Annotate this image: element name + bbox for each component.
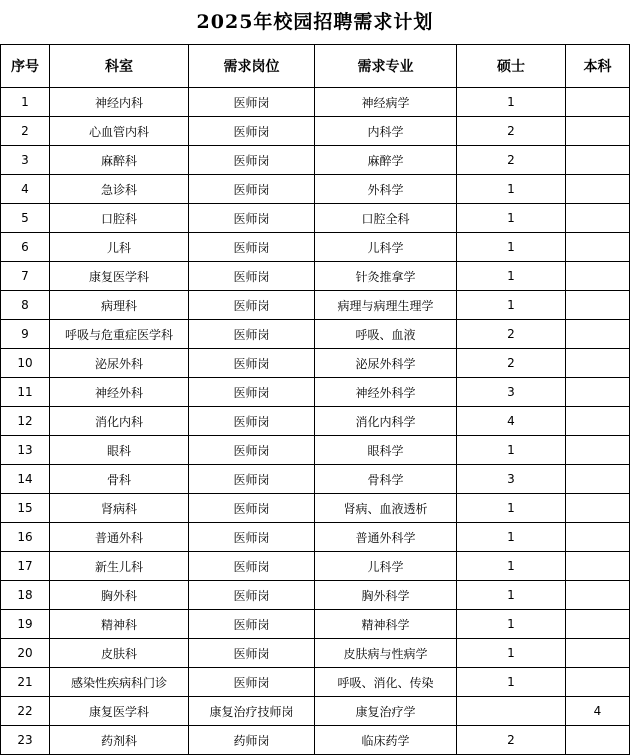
- cell-seq: 9: [1, 320, 50, 349]
- table-row: [1, 465, 630, 494]
- cell-master: 1: [457, 552, 566, 581]
- cell-department: 麻醉科: [50, 146, 189, 175]
- table-row: [1, 668, 630, 697]
- cell-seq: 7: [1, 262, 50, 291]
- cell-position: 医师岗: [189, 291, 315, 320]
- cell-bachelor: [566, 610, 630, 639]
- table-row: [1, 552, 630, 581]
- cell-seq: 16: [1, 523, 50, 552]
- cell-bachelor: [566, 668, 630, 697]
- cell-position: 医师岗: [189, 88, 315, 117]
- cell-bachelor: [566, 378, 630, 407]
- cell-major: 精神科学: [315, 610, 457, 639]
- header-position: 需求岗位: [189, 45, 315, 88]
- cell-seq: 1: [1, 88, 50, 117]
- cell-seq: 13: [1, 436, 50, 465]
- cell-position: 医师岗: [189, 117, 315, 146]
- cell-bachelor: [566, 436, 630, 465]
- table-row: [1, 378, 630, 407]
- cell-bachelor: 4: [566, 697, 630, 726]
- cell-seq: 19: [1, 610, 50, 639]
- cell-department: 肾病科: [50, 494, 189, 523]
- cell-seq: 11: [1, 378, 50, 407]
- cell-master: [457, 697, 566, 726]
- cell-master: 1: [457, 204, 566, 233]
- cell-master: 1: [457, 581, 566, 610]
- table-row: [1, 320, 630, 349]
- cell-bachelor: [566, 465, 630, 494]
- cell-major: 康复治疗学: [315, 697, 457, 726]
- cell-bachelor: [566, 146, 630, 175]
- cell-major: 消化内科学: [315, 407, 457, 436]
- cell-bachelor: [566, 407, 630, 436]
- cell-seq: 23: [1, 726, 50, 755]
- header-bachelor: 本科: [566, 45, 630, 88]
- cell-master: 1: [457, 291, 566, 320]
- cell-bachelor: [566, 552, 630, 581]
- cell-major: 临床药学: [315, 726, 457, 755]
- cell-department: 新生儿科: [50, 552, 189, 581]
- cell-master: 1: [457, 668, 566, 697]
- cell-bachelor: [566, 523, 630, 552]
- cell-major: 肾病、血液透析: [315, 494, 457, 523]
- cell-bachelor: [566, 726, 630, 755]
- cell-department: 泌尿外科: [50, 349, 189, 378]
- cell-master: 2: [457, 349, 566, 378]
- cell-bachelor: [566, 204, 630, 233]
- cell-master: 4: [457, 407, 566, 436]
- cell-position: 医师岗: [189, 233, 315, 262]
- cell-seq: 12: [1, 407, 50, 436]
- cell-bachelor: [566, 349, 630, 378]
- cell-position: 医师岗: [189, 581, 315, 610]
- cell-major: 外科学: [315, 175, 457, 204]
- cell-master: 1: [457, 233, 566, 262]
- cell-major: 眼科学: [315, 436, 457, 465]
- document-title: 2025年校园招聘需求计划: [196, 11, 434, 33]
- cell-master: 1: [457, 639, 566, 668]
- cell-master: 2: [457, 146, 566, 175]
- cell-department: 儿科: [50, 233, 189, 262]
- cell-master: 3: [457, 378, 566, 407]
- table-row: [1, 726, 630, 755]
- cell-major: 呼吸、消化、传染: [315, 668, 457, 697]
- cell-master: 1: [457, 610, 566, 639]
- table-row: [1, 146, 630, 175]
- table-row: [1, 639, 630, 668]
- cell-position: 康复治疗技师岗: [189, 697, 315, 726]
- cell-position: 医师岗: [189, 523, 315, 552]
- cell-major: 神经外科学: [315, 378, 457, 407]
- cell-department: 眼科: [50, 436, 189, 465]
- cell-department: 急诊科: [50, 175, 189, 204]
- table-row: [1, 349, 630, 378]
- cell-department: 消化内科: [50, 407, 189, 436]
- cell-department: 心血管内科: [50, 117, 189, 146]
- cell-master: 1: [457, 262, 566, 291]
- recruitment-table: [0, 44, 630, 755]
- cell-bachelor: [566, 639, 630, 668]
- cell-bachelor: [566, 262, 630, 291]
- cell-master: 1: [457, 494, 566, 523]
- cell-department: 康复医学科: [50, 697, 189, 726]
- table-row: [1, 407, 630, 436]
- table-row: [1, 697, 630, 726]
- cell-major: 骨科学: [315, 465, 457, 494]
- cell-position: 医师岗: [189, 465, 315, 494]
- cell-position: 医师岗: [189, 146, 315, 175]
- cell-master: 2: [457, 117, 566, 146]
- cell-seq: 8: [1, 291, 50, 320]
- header-department: 科室: [50, 45, 189, 88]
- header-major: 需求专业: [315, 45, 457, 88]
- cell-bachelor: [566, 233, 630, 262]
- cell-master: 1: [457, 523, 566, 552]
- cell-department: 皮肤科: [50, 639, 189, 668]
- table-row: [1, 204, 630, 233]
- table-row: [1, 262, 630, 291]
- cell-major: 泌尿外科学: [315, 349, 457, 378]
- cell-seq: 14: [1, 465, 50, 494]
- cell-position: 医师岗: [189, 668, 315, 697]
- cell-position: 药师岗: [189, 726, 315, 755]
- cell-major: 儿科学: [315, 233, 457, 262]
- table-row: [1, 494, 630, 523]
- cell-seq: 5: [1, 204, 50, 233]
- cell-position: 医师岗: [189, 552, 315, 581]
- cell-seq: 3: [1, 146, 50, 175]
- cell-seq: 2: [1, 117, 50, 146]
- cell-master: 3: [457, 465, 566, 494]
- cell-seq: 6: [1, 233, 50, 262]
- cell-major: 胸外科学: [315, 581, 457, 610]
- cell-department: 神经内科: [50, 88, 189, 117]
- cell-seq: 17: [1, 552, 50, 581]
- cell-master: 1: [457, 436, 566, 465]
- cell-major: 口腔全科: [315, 204, 457, 233]
- cell-position: 医师岗: [189, 639, 315, 668]
- header-master: 硕士: [457, 45, 566, 88]
- cell-major: 皮肤病与性病学: [315, 639, 457, 668]
- table-row: [1, 523, 630, 552]
- cell-position: 医师岗: [189, 175, 315, 204]
- cell-bachelor: [566, 175, 630, 204]
- cell-master: 2: [457, 726, 566, 755]
- cell-major: 内科学: [315, 117, 457, 146]
- cell-position: 医师岗: [189, 610, 315, 639]
- table-row: [1, 175, 630, 204]
- cell-bachelor: [566, 581, 630, 610]
- cell-position: 医师岗: [189, 494, 315, 523]
- cell-seq: 20: [1, 639, 50, 668]
- table-row: [1, 291, 630, 320]
- cell-department: 病理科: [50, 291, 189, 320]
- header-row: [1, 45, 630, 88]
- cell-position: 医师岗: [189, 378, 315, 407]
- cell-seq: 22: [1, 697, 50, 726]
- cell-position: 医师岗: [189, 407, 315, 436]
- cell-department: 神经外科: [50, 378, 189, 407]
- cell-major: 病理与病理生理学: [315, 291, 457, 320]
- cell-major: 神经病学: [315, 88, 457, 117]
- table-row: [1, 88, 630, 117]
- header-seq: 序号: [1, 45, 50, 88]
- cell-position: 医师岗: [189, 262, 315, 291]
- cell-seq: 4: [1, 175, 50, 204]
- cell-bachelor: [566, 494, 630, 523]
- cell-seq: 15: [1, 494, 50, 523]
- cell-major: 儿科学: [315, 552, 457, 581]
- cell-bachelor: [566, 320, 630, 349]
- cell-position: 医师岗: [189, 320, 315, 349]
- table-body: [1, 88, 630, 755]
- cell-position: 医师岗: [189, 204, 315, 233]
- cell-bachelor: [566, 88, 630, 117]
- table-row: [1, 581, 630, 610]
- cell-major: 针灸推拿学: [315, 262, 457, 291]
- cell-major: 麻醉学: [315, 146, 457, 175]
- cell-seq: 18: [1, 581, 50, 610]
- cell-department: 胸外科: [50, 581, 189, 610]
- cell-position: 医师岗: [189, 436, 315, 465]
- cell-department: 药剂科: [50, 726, 189, 755]
- cell-master: 1: [457, 88, 566, 117]
- cell-seq: 21: [1, 668, 50, 697]
- cell-department: 口腔科: [50, 204, 189, 233]
- table-row: [1, 436, 630, 465]
- cell-bachelor: [566, 117, 630, 146]
- cell-department: 康复医学科: [50, 262, 189, 291]
- table-row: [1, 117, 630, 146]
- cell-bachelor: [566, 291, 630, 320]
- cell-department: 感染性疾病科门诊: [50, 668, 189, 697]
- table-row: [1, 233, 630, 262]
- cell-department: 呼吸与危重症医学科: [50, 320, 189, 349]
- cell-seq: 10: [1, 349, 50, 378]
- cell-master: 1: [457, 175, 566, 204]
- cell-department: 骨科: [50, 465, 189, 494]
- cell-department: 精神科: [50, 610, 189, 639]
- cell-master: 2: [457, 320, 566, 349]
- cell-major: 普通外科学: [315, 523, 457, 552]
- table-row: [1, 610, 630, 639]
- cell-position: 医师岗: [189, 349, 315, 378]
- cell-department: 普通外科: [50, 523, 189, 552]
- cell-major: 呼吸、血液: [315, 320, 457, 349]
